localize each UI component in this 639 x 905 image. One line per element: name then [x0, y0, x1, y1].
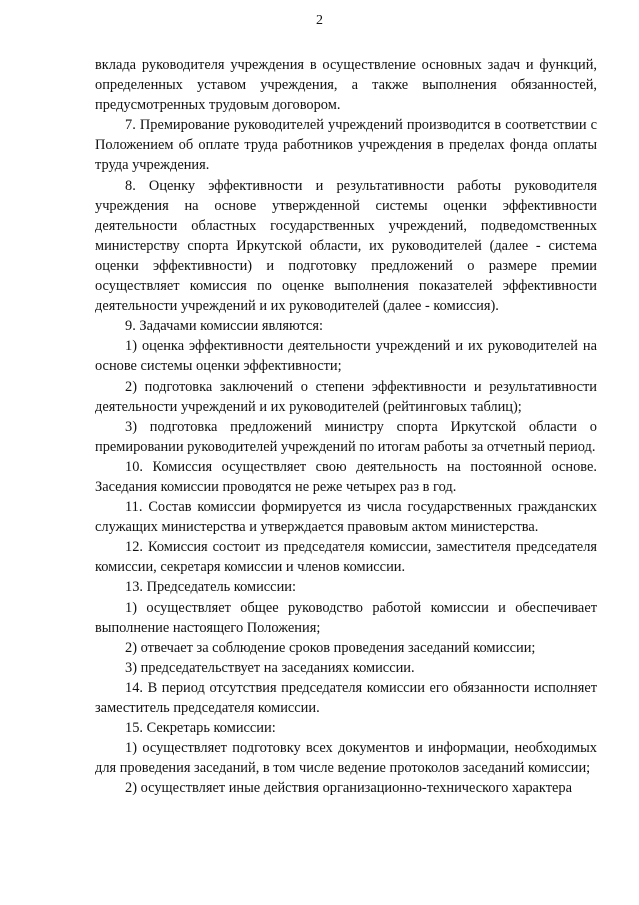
paragraph: 1) осуществляет общее руководство работой комиссии и обеспечивает выполнение настоящего Положения; [95, 599, 597, 636]
paragraph: 2) подготовка заключений о степени эффективности и результативности деятельности учреждений и их руководителей (рейтинговых таблиц); [95, 378, 597, 415]
paragraph: вклада руководителя учреждения в осуществление основных задач и функций, определенных уставом учреждения, а также выполнения обязанностей, предусмотренных трудовым договором. [95, 57, 597, 114]
page-number: 2 [316, 13, 323, 28]
paragraph: 9. Задачами комиссии являются: [125, 318, 323, 335]
paragraph: 3) председательствует на заседаниях комиссии. [125, 659, 415, 676]
document-body [95, 55, 597, 798]
paragraph: 11. Состав комиссии формируется из числа государственных гражданских служащих министерства и утверждается правовым актом министерства. [95, 499, 597, 536]
paragraph: 3) подготовка предложений министру спорта Иркутской области о премировании руководителей учреждений по итогам работы за отчетный период. [95, 418, 597, 455]
paragraph: 1) осуществляет подготовку всех документов и информации, необходимых для проведения заседаний, в том числе ведение протоколов заседаний комиссии; [95, 740, 597, 777]
paragraph: 1) оценка эффективности деятельности учреждений и их руководителей на основе системы оценки эффективности; [95, 338, 597, 375]
paragraph: 2) отвечает за соблюдение сроков проведения заседаний комиссии; [125, 639, 536, 656]
paragraph: 15. Секретарь комиссии: [125, 720, 276, 737]
paragraph: 14. В период отсутствия председателя комиссии его обязанности исполняет заместитель председателя комиссии. [95, 679, 597, 716]
paragraph: 13. Председатель комиссии: [125, 579, 296, 596]
paragraph: 10. Комиссия осуществляет свою деятельность на постоянной основе. Заседания комиссии проводятся не реже четырех раз в год. [95, 458, 597, 495]
paragraph: 12. Комиссия состоит из председателя комиссии, заместителя председателя комиссии, секретаря комиссии и членов комиссии. [95, 539, 597, 576]
paragraph: 7. Премирование руководителей учреждений производится в соответствии с Положением об оплате труда работников учреждения в пределах фонда оплаты труда учреждения. [95, 117, 597, 174]
paragraph: 8. Оценку эффективности и результативности работы руководителя учреждения на основе утвержденной системы оценки эффективности деятельности областных государственных учреждений, подведомственных министерству спорта Иркутской области, их руководителей (далее - система оценки эффективности) и подготовку предложений о размере премии осуществляет комиссия по оценке выполнения показателей эффективности деятельности учреждений и их руководителей (далее - комиссия). [95, 177, 597, 315]
paragraph: 2) осуществляет иные действия организационно-технического характера [125, 780, 572, 797]
